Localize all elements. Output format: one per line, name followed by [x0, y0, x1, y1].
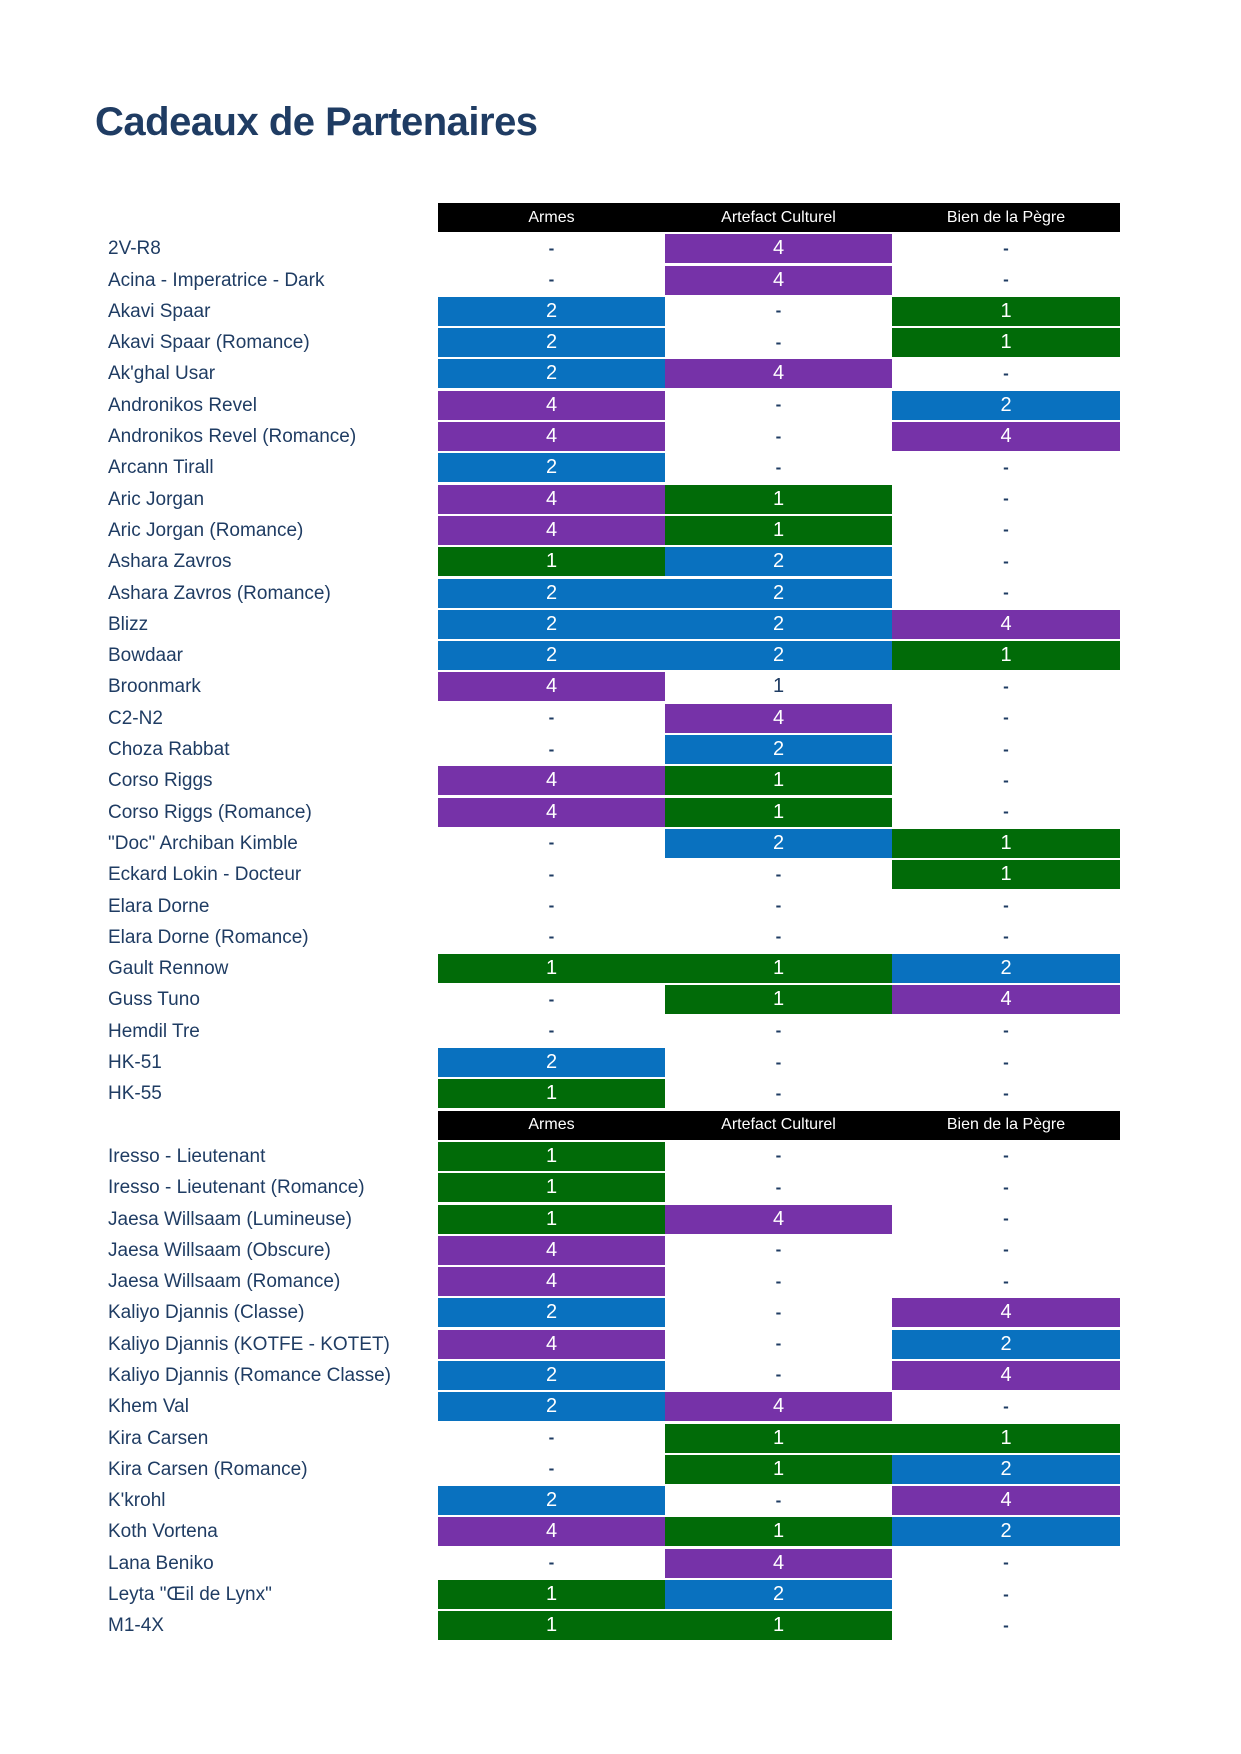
companion-name: Akavi Spaar	[108, 300, 211, 322]
gift-empty-cell: -	[1003, 1271, 1009, 1291]
gift-empty-cell: -	[1003, 1584, 1009, 1604]
gift-value-cell: 4	[438, 1236, 665, 1265]
gift-empty-cell: -	[1003, 1240, 1009, 1260]
gift-value-cell: 4	[438, 1267, 665, 1296]
companion-name: Ashara Zavros	[108, 551, 232, 573]
gift-value-cell: 2	[892, 1330, 1120, 1359]
companion-name: Kaliyo Djannis (Romance Classe)	[108, 1364, 391, 1386]
table-row	[108, 954, 1120, 985]
gift-value-cell: 4	[665, 1205, 892, 1234]
gift-value-cell: 1	[438, 1173, 665, 1202]
gift-empty-cell: -	[775, 426, 782, 446]
gift-value-cell: 1	[438, 1580, 665, 1609]
gift-empty-cell: -	[548, 1428, 555, 1448]
gift-empty-cell: -	[548, 1553, 555, 1573]
gift-empty-cell: -	[775, 1302, 782, 1322]
header-row	[108, 203, 1120, 234]
gift-value-cell: 1	[438, 1205, 665, 1234]
gift-value-cell: 2	[438, 359, 665, 388]
gift-empty-cell: -	[1003, 520, 1009, 540]
gift-value-cell: 2	[892, 954, 1120, 983]
gift-value-cell: 4	[665, 359, 892, 388]
gift-value-cell: 2	[438, 1486, 665, 1515]
gift-value-cell: 1	[438, 954, 665, 983]
column-header: Bien de la Pègre	[946, 1116, 1066, 1134]
companion-name: K'krohl	[108, 1490, 166, 1512]
gift-empty-cell: -	[1003, 1052, 1009, 1072]
table-row	[108, 1142, 1120, 1173]
gift-value-cell: 1	[665, 516, 892, 545]
gift-empty-cell: -	[548, 739, 555, 759]
gift-value-cell: 1	[892, 829, 1120, 858]
gift-value-cell: 2	[438, 453, 665, 482]
companion-name: Leyta "Œil de Lynx"	[108, 1584, 272, 1606]
column-header: Artefact Culturel	[721, 208, 836, 226]
companion-name: Bowdaar	[108, 645, 183, 667]
companion-name: Aric Jorgan	[108, 488, 205, 510]
table-row	[108, 297, 1120, 328]
table-row	[108, 798, 1120, 829]
gift-value-cell: 1	[892, 860, 1120, 889]
table-row	[108, 892, 1120, 923]
companion-name: Eckard Lokin - Docteur	[108, 864, 302, 886]
gift-empty-cell: -	[1003, 1553, 1009, 1573]
table-row	[108, 266, 1120, 297]
companion-name: "Doc" Archiban Kimble	[108, 832, 298, 854]
gift-value-cell: 2	[438, 641, 665, 670]
companion-name: Ashara Zavros (Romance)	[108, 582, 331, 604]
table-row	[108, 1517, 1120, 1548]
gift-value-cell: 1	[665, 985, 892, 1014]
companion-name: Acina - Imperatrice - Dark	[108, 269, 325, 291]
gift-empty-cell: -	[548, 927, 555, 947]
table-row	[108, 923, 1120, 954]
companion-name: Corso Riggs (Romance)	[108, 801, 312, 823]
companion-name: Kira Carsen	[108, 1427, 209, 1449]
gift-empty-cell: -	[548, 1459, 555, 1479]
gift-value-cell: 4	[438, 1330, 665, 1359]
gift-empty-cell: -	[1003, 802, 1009, 822]
table-row	[108, 1173, 1120, 1204]
table-row	[108, 1549, 1120, 1580]
gift-empty-cell: -	[1003, 1209, 1009, 1228]
gifts-table	[108, 203, 1120, 1643]
gift-empty-cell: -	[775, 1021, 782, 1041]
companion-name: Broonmark	[108, 676, 201, 698]
gift-value-cell: 2	[438, 1298, 665, 1327]
gift-value-cell: 2	[665, 610, 892, 639]
gift-value-cell: 4	[892, 422, 1120, 451]
gift-empty-cell: -	[548, 896, 555, 916]
companion-name: Elara Dorne (Romance)	[108, 926, 309, 948]
gift-value-cell: 1	[665, 1611, 892, 1640]
companion-name: Andronikos Revel	[108, 394, 257, 416]
table-row	[108, 1455, 1120, 1486]
table-row	[108, 359, 1120, 390]
column-header-bar	[438, 203, 1120, 232]
companion-name: Khem Val	[108, 1396, 189, 1418]
gift-value-cell: 4	[892, 1486, 1120, 1515]
gift-empty-cell: -	[775, 1490, 782, 1510]
companion-name: Akavi Spaar (Romance)	[108, 332, 310, 354]
gift-empty-cell: -	[1003, 238, 1009, 258]
gift-value-cell: 4	[438, 485, 665, 514]
gift-empty-cell: -	[1003, 676, 1009, 696]
companion-name: Jaesa Willsaam (Romance)	[108, 1271, 341, 1293]
table-row	[108, 704, 1120, 735]
gift-empty-cell: -	[548, 864, 555, 884]
companion-name: Arcann Tirall	[108, 457, 214, 479]
gift-empty-cell: -	[1003, 551, 1009, 571]
gift-value-cell: 4	[438, 422, 665, 451]
gift-empty-cell: -	[775, 1052, 782, 1072]
table-row	[108, 985, 1120, 1016]
table-row	[108, 1424, 1120, 1455]
companion-name: Gault Rennow	[108, 958, 229, 980]
companion-name: Ak'ghal Usar	[108, 363, 216, 385]
table-row	[108, 1330, 1120, 1361]
gift-empty-cell: -	[548, 270, 555, 290]
gift-value-cell: 2	[665, 641, 892, 670]
companion-name: Iresso - Lieutenant (Romance)	[108, 1177, 365, 1199]
gift-empty-cell: -	[775, 1271, 782, 1291]
gift-value-cell: 4	[665, 704, 892, 733]
gift-value-cell: 1	[665, 798, 892, 827]
gift-value-cell: 2	[665, 735, 892, 764]
gift-empty-cell: -	[1003, 927, 1009, 947]
companion-name: HK-51	[108, 1052, 162, 1074]
companion-name: Jaesa Willsaam (Obscure)	[108, 1239, 331, 1261]
companion-name: Kira Carsen (Romance)	[108, 1458, 308, 1480]
gift-value-cell: 2	[665, 1580, 892, 1609]
gift-value-cell: 1	[665, 954, 892, 983]
gift-value-cell: 4	[438, 798, 665, 827]
companion-name: Blizz	[108, 613, 149, 635]
companion-name: HK-55	[108, 1083, 162, 1105]
gift-empty-cell: -	[1003, 1615, 1009, 1635]
gift-empty-cell: -	[1003, 489, 1009, 509]
gift-empty-cell: -	[1003, 896, 1009, 916]
table-row	[108, 641, 1120, 672]
table-row	[108, 234, 1120, 265]
gift-empty-cell: -	[548, 1021, 555, 1041]
companion-name: Iresso - Lieutenant	[108, 1145, 266, 1167]
gift-value-cell: 2	[892, 1517, 1120, 1546]
gift-value-cell: 1	[665, 1455, 892, 1484]
gift-value-cell: 4	[665, 234, 892, 263]
table-row	[108, 453, 1120, 484]
gift-value-cell: 2	[438, 1392, 665, 1421]
gift-empty-cell: -	[1003, 1021, 1009, 1041]
gift-value-cell: 1	[665, 766, 892, 795]
gift-value-cell: 2	[438, 610, 665, 639]
gift-empty-cell: -	[1003, 457, 1009, 477]
header-row	[108, 1111, 1120, 1142]
column-header: Armes	[528, 1116, 575, 1134]
gift-value-cell: 4	[438, 672, 665, 701]
column-header: Bien de la Pègre	[946, 208, 1066, 226]
table-row	[108, 516, 1120, 547]
table-row	[108, 422, 1120, 453]
gift-value-cell: 4	[892, 985, 1120, 1014]
gift-empty-cell: -	[775, 1365, 782, 1385]
gift-empty-cell: -	[1003, 363, 1009, 383]
companion-name: M1-4X	[108, 1615, 164, 1637]
gift-value-cell: 4	[892, 610, 1120, 639]
gift-value-cell: 1	[438, 1611, 665, 1640]
companion-name: Lana Beniko	[108, 1552, 214, 1574]
table-row	[108, 328, 1120, 359]
table-row	[108, 1580, 1120, 1611]
gift-value-cell: 4	[665, 1392, 892, 1421]
table-row	[108, 610, 1120, 641]
table-row	[108, 1267, 1120, 1298]
gift-empty-cell: -	[548, 833, 555, 853]
companion-name: Corso Riggs	[108, 770, 213, 792]
gift-empty-cell: -	[548, 989, 555, 1009]
page-title: Cadeaux de Partenaires	[95, 100, 538, 144]
gift-empty-cell: -	[775, 927, 782, 947]
companion-name: Hemdil Tre	[108, 1020, 200, 1042]
gift-value-cell: 2	[665, 829, 892, 858]
column-header-bar	[438, 1111, 1120, 1140]
table-row	[108, 1392, 1120, 1423]
gift-value-cell: 2	[892, 391, 1120, 420]
gift-empty-cell: -	[775, 1334, 782, 1354]
gift-empty-cell: -	[1003, 1146, 1009, 1166]
table-row	[108, 485, 1120, 516]
table-row	[108, 1361, 1120, 1392]
gift-value-cell: 1	[892, 297, 1120, 326]
table-row	[108, 1298, 1120, 1329]
table-row	[108, 1205, 1120, 1236]
gift-value-cell: 1	[665, 1424, 892, 1453]
table-row	[108, 1611, 1120, 1642]
gift-value-cell: 4	[892, 1361, 1120, 1390]
companion-name: Aric Jorgan (Romance)	[108, 519, 304, 541]
companion-name: Choza Rabbat	[108, 739, 230, 761]
column-header: Armes	[528, 208, 575, 226]
gift-value-cell: 4	[438, 391, 665, 420]
gift-value-cell: 1	[438, 1079, 665, 1108]
gift-value-cell: 2	[438, 579, 665, 608]
gift-value-cell: 2	[438, 1361, 665, 1390]
gift-value-cell: 4	[438, 1517, 665, 1546]
gift-empty-cell: -	[775, 332, 782, 352]
companion-name: C2-N2	[108, 707, 163, 729]
gift-value-cell: 1	[438, 1142, 665, 1171]
gift-value-cell: 2	[438, 1048, 665, 1077]
gift-empty-cell: -	[548, 238, 555, 258]
companion-name: Koth Vortena	[108, 1521, 218, 1543]
gift-value-cell: 4	[892, 1298, 1120, 1327]
gift-empty-cell: -	[1003, 770, 1009, 790]
gift-empty-cell: -	[775, 395, 782, 415]
companion-name: Jaesa Willsaam (Lumineuse)	[108, 1208, 352, 1230]
table-row	[108, 391, 1120, 422]
gift-empty-cell: -	[1003, 739, 1009, 759]
gift-empty-cell: -	[775, 301, 782, 321]
gift-value-cell: 4	[665, 266, 892, 295]
table-row	[108, 735, 1120, 766]
gift-empty-cell: -	[548, 708, 555, 728]
gift-empty-cell: -	[775, 1177, 782, 1197]
gift-empty-cell: -	[775, 896, 782, 916]
gift-empty-cell: -	[775, 1083, 782, 1103]
table-row	[108, 860, 1120, 891]
gift-empty-cell: -	[1003, 708, 1009, 728]
gift-empty-cell: -	[1003, 270, 1009, 290]
companion-name: Guss Tuno	[108, 989, 200, 1011]
table-row	[108, 1048, 1120, 1079]
table-row	[108, 672, 1120, 703]
column-header: Artefact Culturel	[721, 1116, 836, 1134]
gift-value-cell: 4	[438, 516, 665, 545]
gift-value-cell: 1	[665, 485, 892, 514]
gift-value-cell: 2	[665, 547, 892, 576]
gift-empty-cell: -	[1003, 1177, 1009, 1197]
gift-value-cell: 1	[892, 1424, 1120, 1453]
companion-name: 2V-R8	[108, 238, 161, 260]
companion-name: Elara Dorne	[108, 895, 210, 917]
companion-name: Kaliyo Djannis (Classe)	[108, 1302, 305, 1324]
gift-value-cell: 1	[438, 547, 665, 576]
gift-empty-cell: -	[1003, 1083, 1009, 1103]
table-row	[108, 829, 1120, 860]
companion-name: Andronikos Revel (Romance)	[108, 426, 357, 448]
gift-value-cell: 4	[665, 1549, 892, 1578]
gift-value-cell: 1	[892, 328, 1120, 357]
table-row	[108, 766, 1120, 797]
gift-value-cell: 2	[438, 297, 665, 326]
gift-empty-cell: -	[1003, 583, 1009, 603]
gift-value-cell: 1	[665, 1517, 892, 1546]
gift-value-cell: 1	[665, 672, 892, 701]
gift-value-cell: 1	[892, 641, 1120, 670]
gift-empty-cell: -	[775, 864, 782, 884]
gift-value-cell: 2	[438, 328, 665, 357]
gift-value-cell: 2	[892, 1455, 1120, 1484]
table-row	[108, 1486, 1120, 1517]
companion-name: Kaliyo Djannis (KOTFE - KOTET)	[108, 1333, 390, 1355]
gift-empty-cell: -	[775, 1240, 782, 1260]
gift-empty-cell: -	[1003, 1396, 1009, 1416]
table-row	[108, 1017, 1120, 1048]
gift-value-cell: 4	[438, 766, 665, 795]
table-row	[108, 579, 1120, 610]
table-row	[108, 1236, 1120, 1267]
table-row	[108, 547, 1120, 578]
table-row	[108, 1079, 1120, 1110]
gift-value-cell: 2	[665, 579, 892, 608]
gift-empty-cell: -	[775, 457, 782, 477]
gift-empty-cell: -	[775, 1146, 782, 1166]
